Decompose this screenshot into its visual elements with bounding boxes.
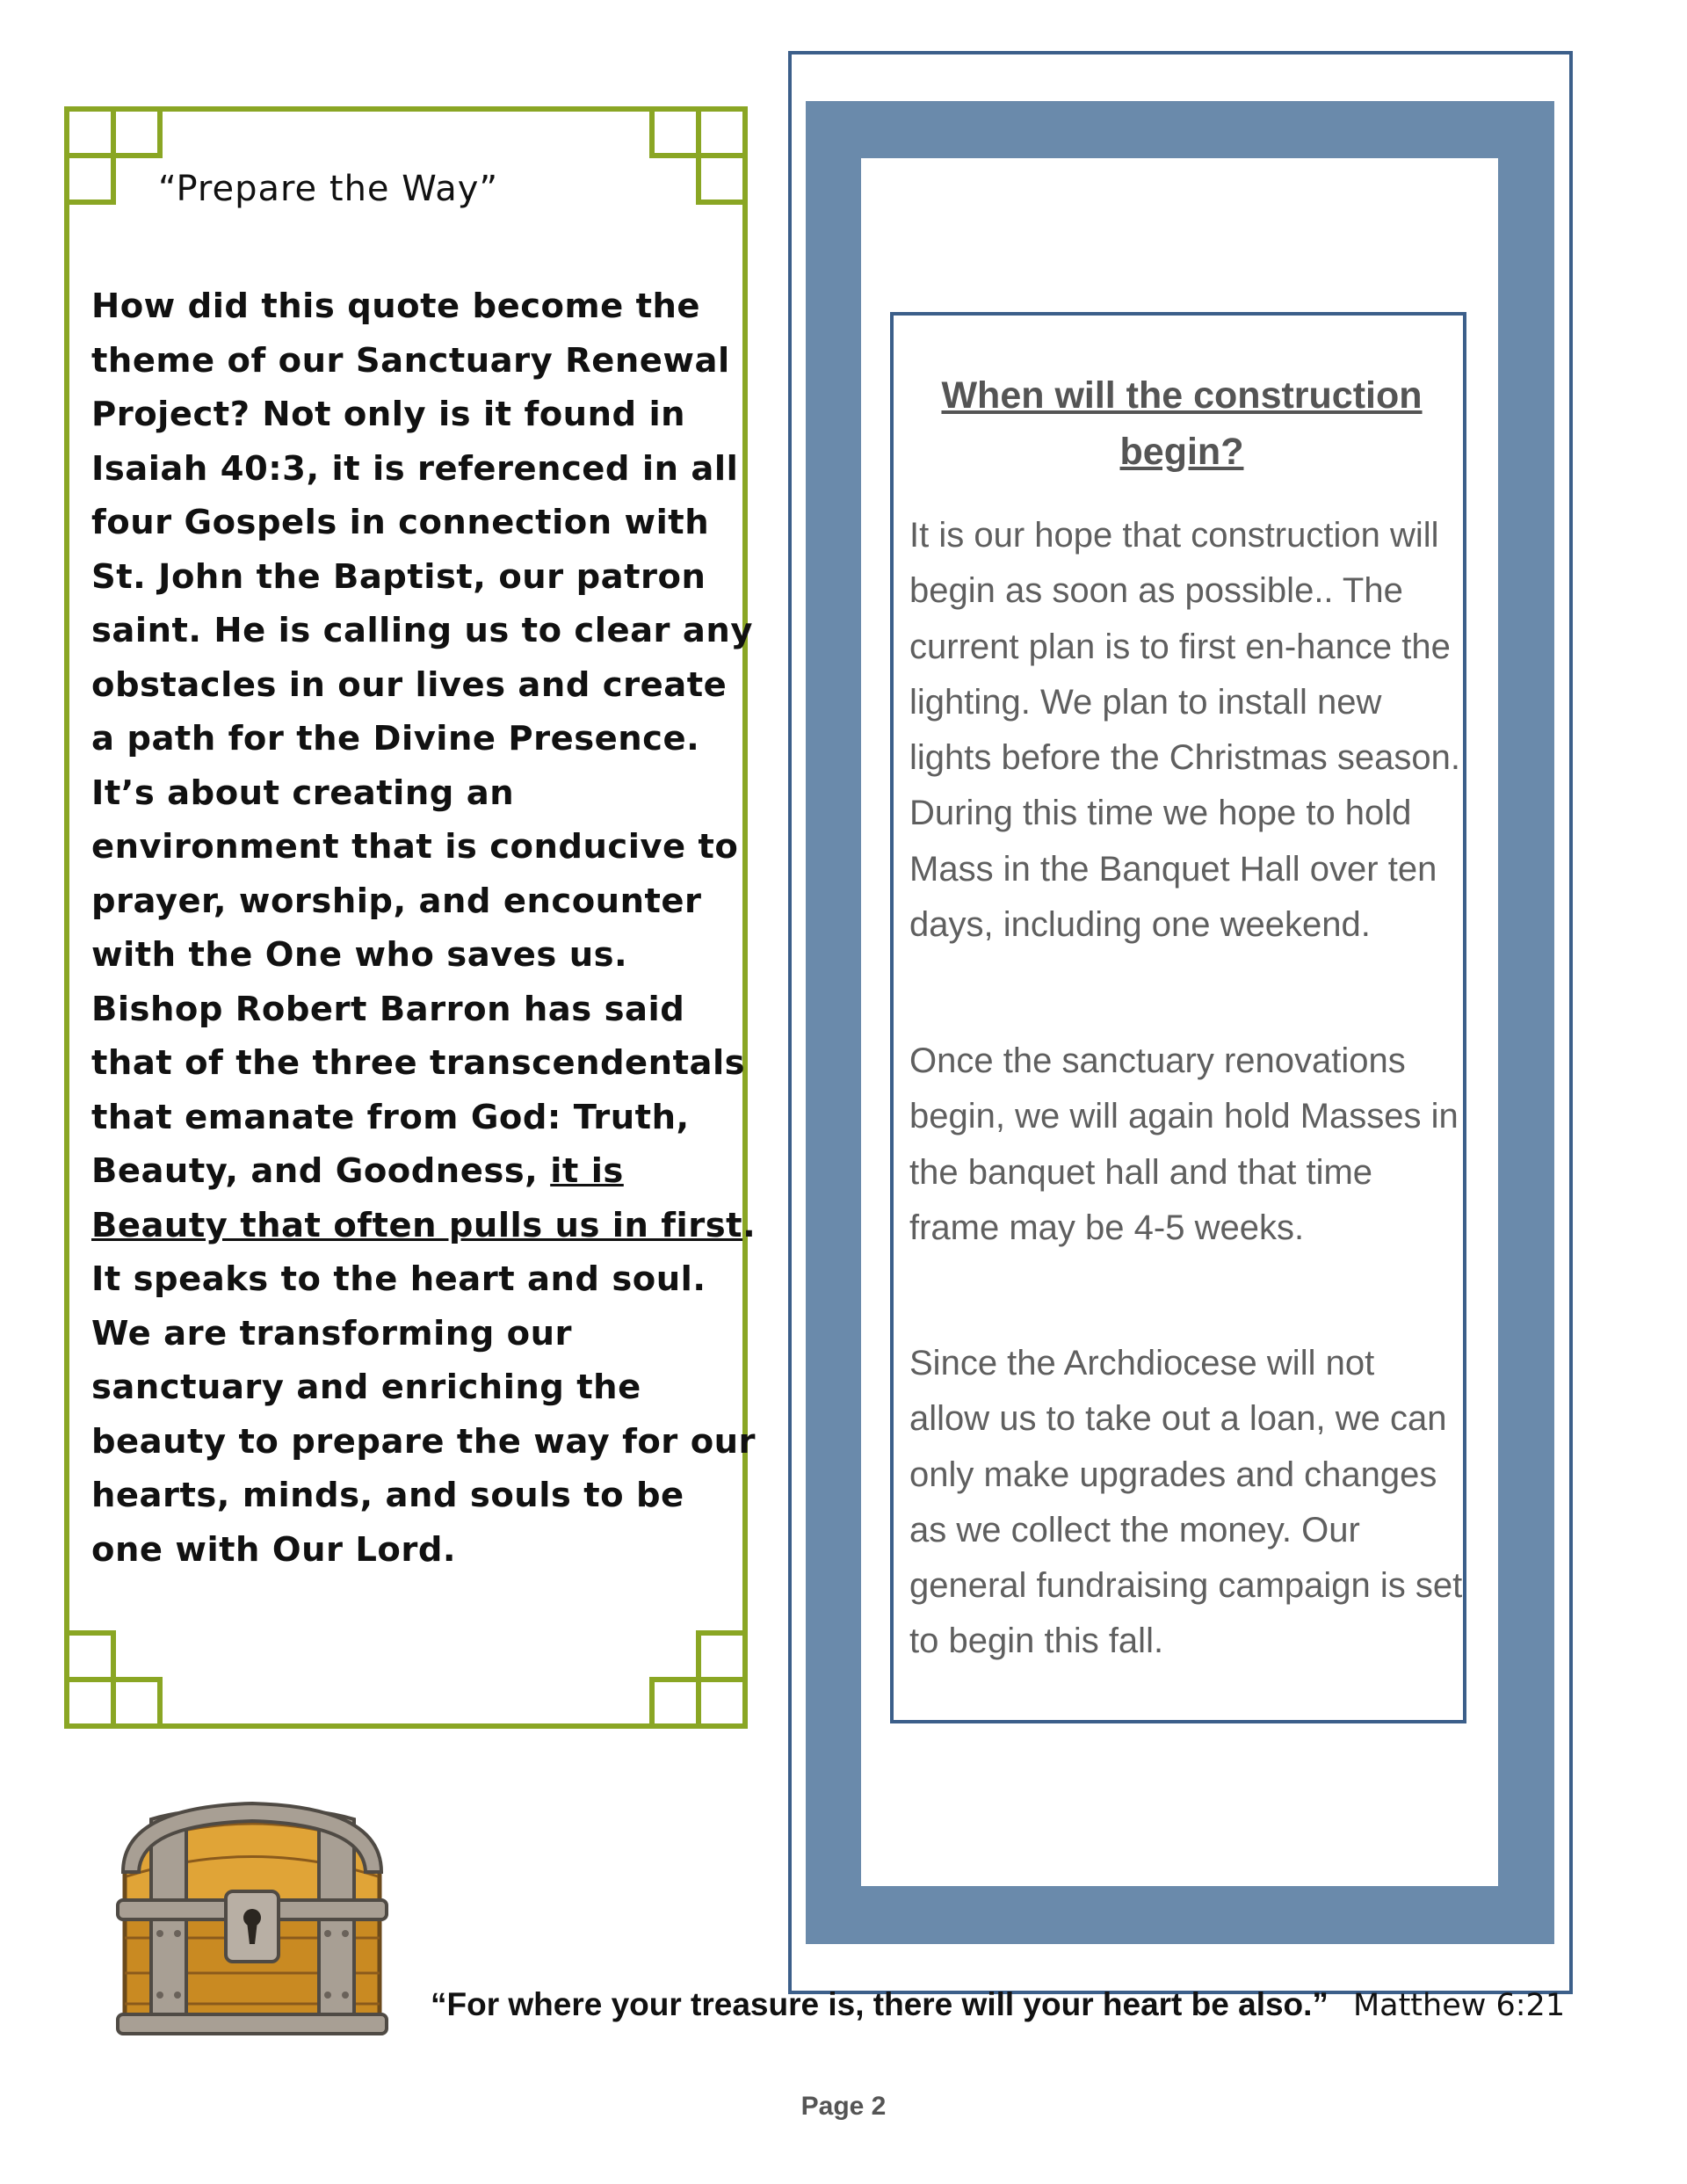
page-number: Page 2 bbox=[800, 2092, 887, 2121]
left-panel-title: “Prepare the Way” bbox=[158, 169, 499, 209]
left-panel-body bbox=[91, 279, 759, 1577]
corner-ornament-bottom-right bbox=[649, 1630, 748, 1729]
quote-reference: Matthew 6:21 bbox=[1352, 1988, 1566, 2023]
faq-paragraph-2: Once the sanctuary renovations begin, we will again hold Masses in the banquet hall and that time frame may be 4-5 weeks. bbox=[909, 1041, 1459, 1247]
faq-paragraph-3: Since the Archdiocese will not allow us to take out a loan, we can only make upgrades and changes as we collect the money. Our general fundraising campaign is set to begin this fall. bbox=[909, 1344, 1463, 1661]
scripture-quote bbox=[431, 1986, 1590, 2023]
corner-ornament-top-left bbox=[64, 106, 163, 205]
faq-question: When will the construction begin? bbox=[941, 374, 1423, 473]
corner-ornament-top-right bbox=[649, 106, 748, 205]
quote-text: “For where your treasure is, there will your heart be also.” bbox=[431, 1986, 1329, 2022]
body-text-part2: . It speaks to the heart and soul. We are transforming our sanctuary and enriching the beauty to prepare the way for our hearts, minds, and souls to be one with Our Lord. bbox=[91, 1205, 757, 1570]
treasure-chest-icon bbox=[105, 1793, 400, 2043]
faq-paragraph-1: It is our hope that construction will begin as soon as possible.. The current plan is to first en-hance the lighting. We plan to install new lights before the Christmas season. During this time we hope to hold Mass in the Banquet Hall over ten days, including one weekend. bbox=[909, 516, 1460, 945]
corner-ornament-bottom-left bbox=[64, 1630, 163, 1729]
body-text-underlined: it is Beauty that often pulls us in first bbox=[91, 1151, 743, 1245]
body-text-part1: How did this quote become the theme of our Sanctuary Renewal Project? Not only is it found in Isaiah 40:3, it is referenced in all four Gospels in connection with St. John the Baptist, our patron saint. He is calling us to clear any obstacles in our lives and create a path for the Divine Presence. It’s about creating an environment that is conducive to prayer, worship, and encounter with the One who saves us. Bishop Robert Barron has said that of the three transcendentals that emanate from God: Truth, Beauty, and Goodness, bbox=[91, 287, 753, 1191]
